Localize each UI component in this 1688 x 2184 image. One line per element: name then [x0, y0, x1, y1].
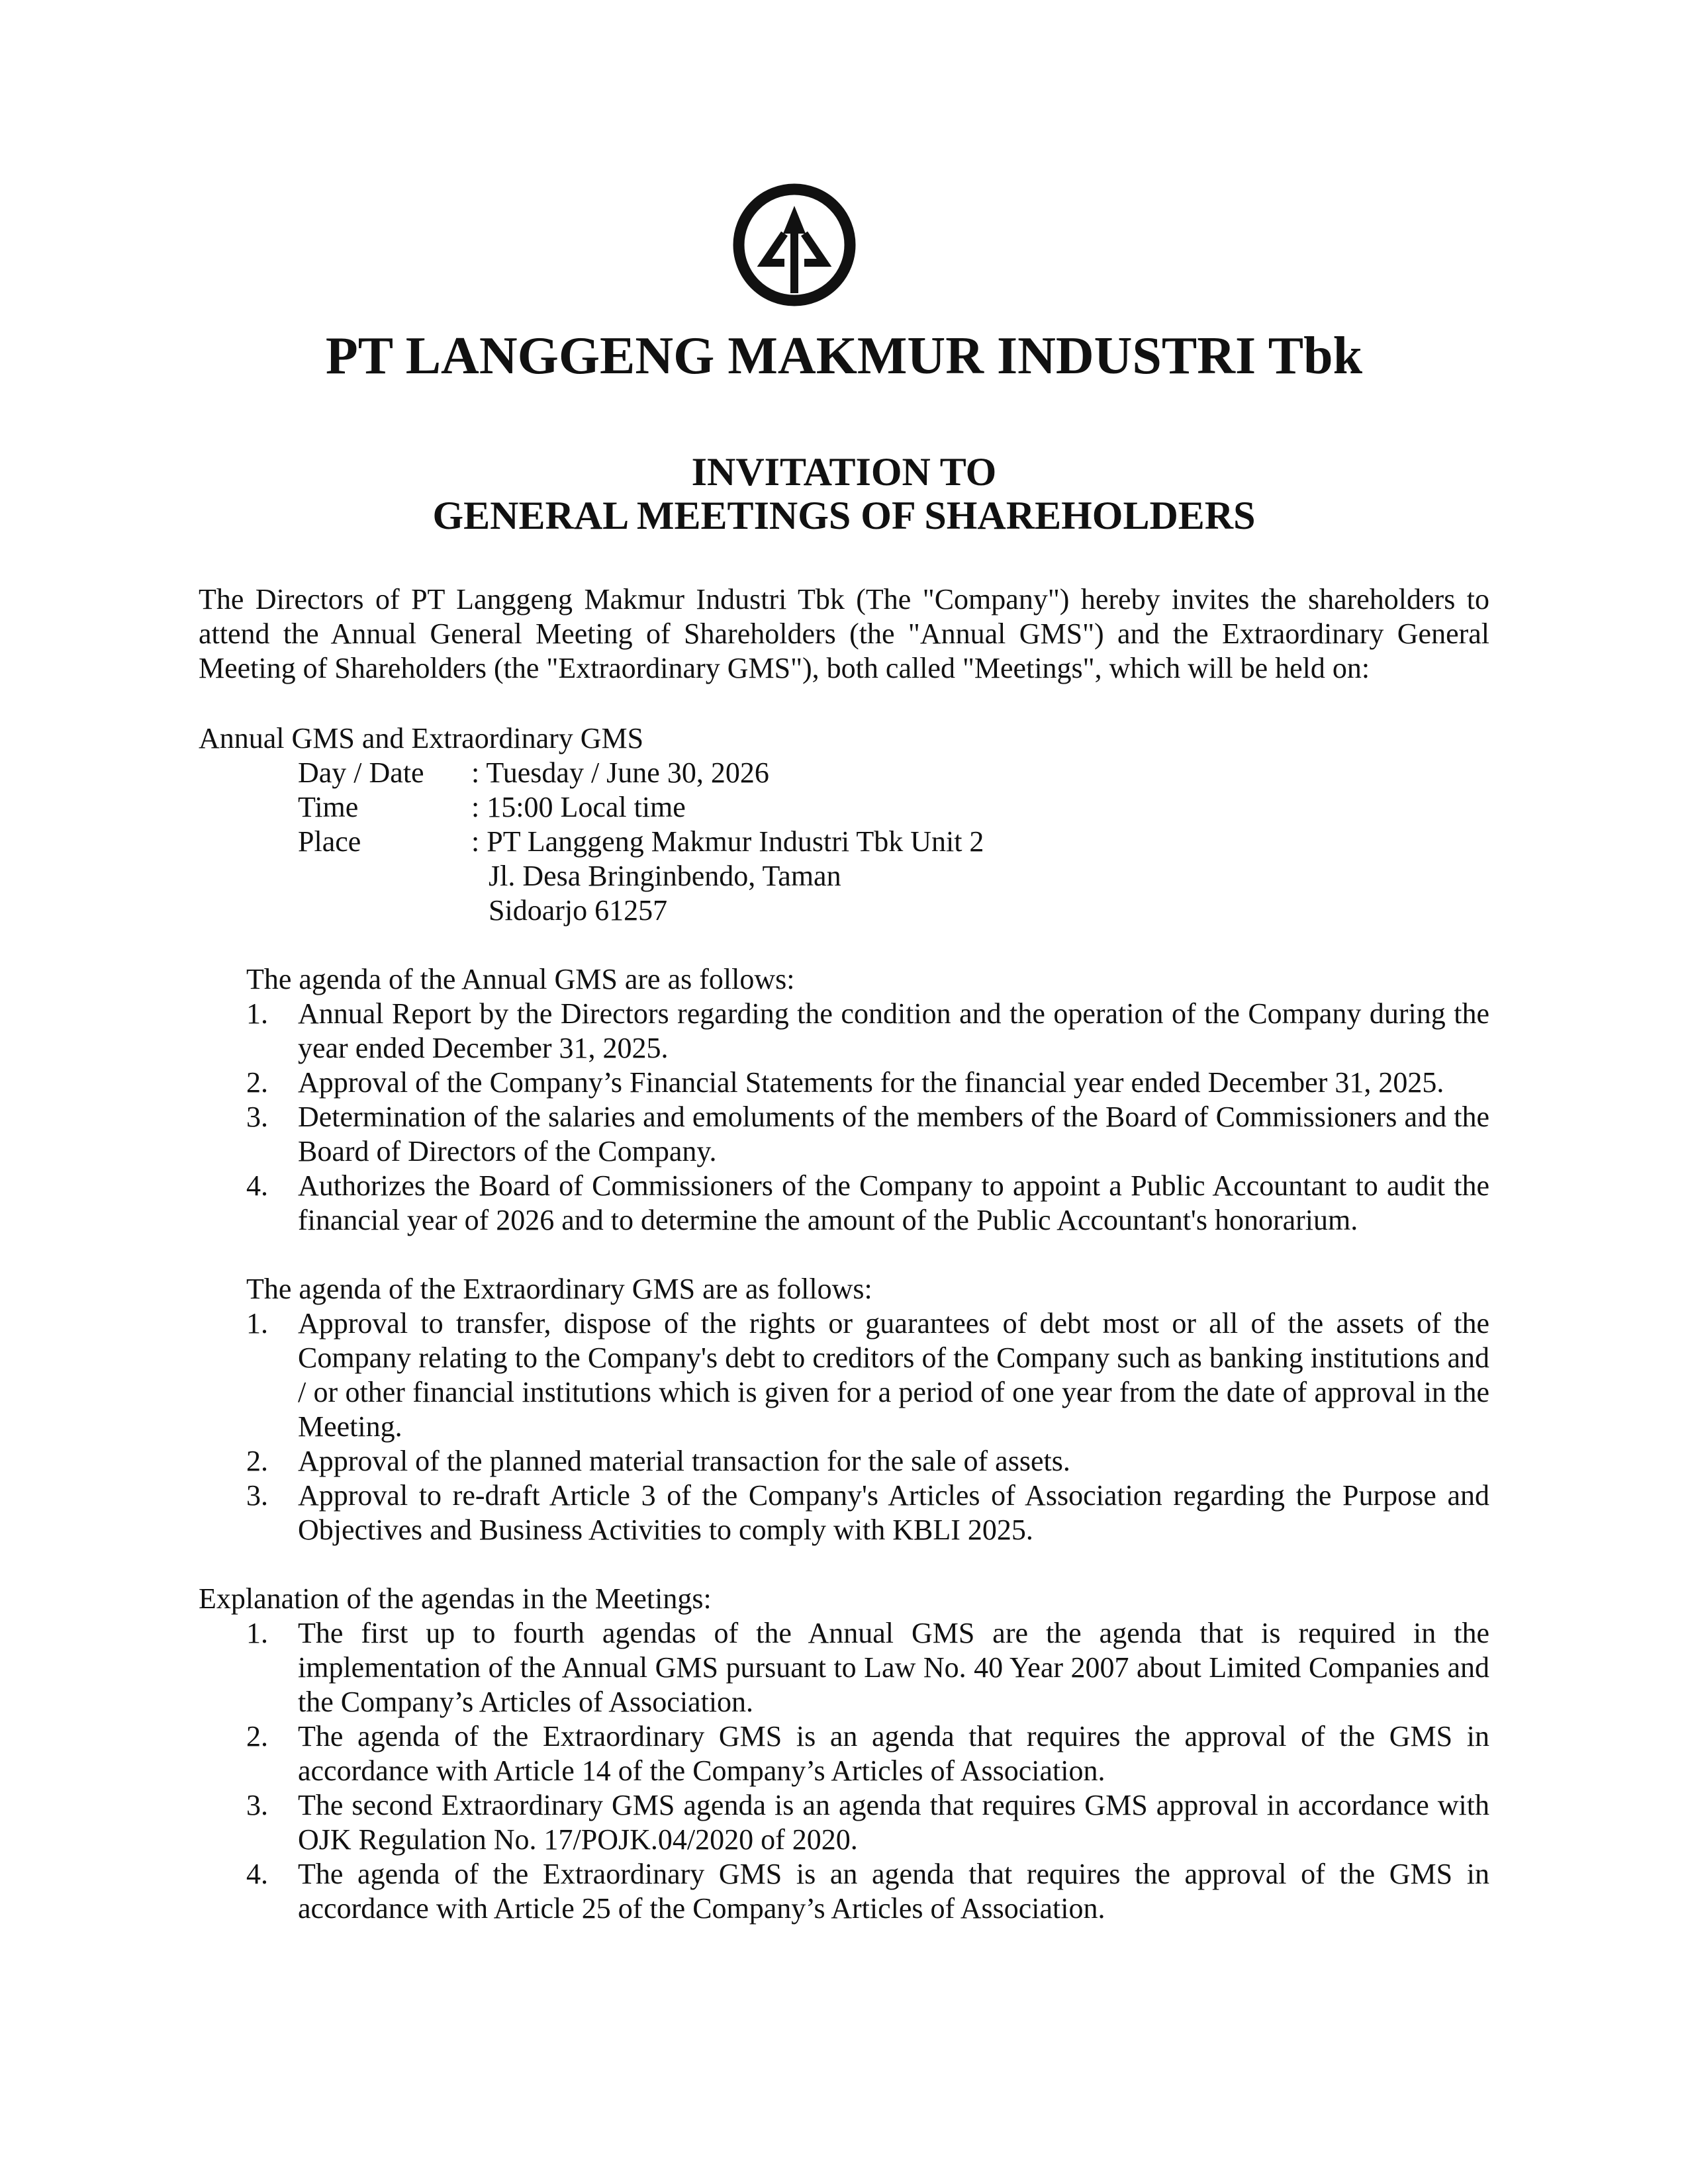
item-number: 3. — [246, 1101, 268, 1133]
intro-paragraph: The Directors of PT Langgeng Makmur Industri Tbk (The "Company") hereby invites the shareholders to attend the Annual General Meeting of Shareholders (the "Annual GMS") and the Extraordinary General Meeting of Shareholders (the "Extraordinary GMS"), both called "Meetings", which will be held on: — [199, 583, 1489, 684]
item-number: 2. — [246, 1445, 268, 1477]
annual-agenda-list — [246, 997, 1489, 1238]
list-item — [246, 1857, 1489, 1926]
item-number: 1. — [246, 1307, 268, 1340]
title-line-1: INVITATION TO — [691, 450, 997, 494]
item-text: Approval to transfer, dispose of the rights or guarantees of debt most or all of the assets of the Company relating to the Company's debt to creditors of the Company such as banking institutions and / or other financial institutions which is given for a period of one year from the date of approval in the Meeting. — [298, 1307, 1489, 1443]
item-text: Approval of the planned material transaction for the sale of assets. — [298, 1445, 1070, 1477]
list-item — [246, 997, 1489, 1066]
place-line-3: Sidoarjo 61257 — [489, 894, 668, 927]
annual-gms-agenda — [246, 962, 1489, 1238]
detail-row-time — [298, 790, 1489, 825]
item-number: 3. — [246, 1789, 268, 1821]
list-item — [246, 1306, 1489, 1444]
item-number: 1. — [246, 1617, 268, 1649]
item-text: The agenda of the Extraordinary GMS is an agenda that requires the approval of the GMS in accordance with Article 14 of the Company’s Articles of Association. — [298, 1720, 1489, 1787]
document-title — [0, 450, 1688, 537]
item-number: 4. — [246, 1858, 268, 1890]
extraordinary-agenda-heading: The agenda of the Extraordinary GMS are as follows: — [246, 1273, 872, 1305]
place-value — [471, 825, 1489, 928]
annual-agenda-heading: The agenda of the Annual GMS are as follows: — [246, 963, 795, 995]
meeting-detail-table — [298, 756, 1489, 928]
item-text: Annual Report by the Directors regarding the condition and the operation of the Company during the year ended December 31, 2025. — [298, 997, 1489, 1064]
item-text: Approval to re-draft Article 3 of the Company's Articles of Association regarding the Purpose and Objectives and Business Activities to comply with KBLI 2025. — [298, 1479, 1489, 1546]
item-number: 4. — [246, 1169, 268, 1202]
date-value: : Tuesday / June 30, 2026 — [471, 756, 769, 789]
list-item — [246, 1616, 1489, 1719]
document-body — [199, 582, 1489, 1926]
extraordinary-gms-agenda — [246, 1272, 1489, 1547]
item-text: Authorizes the Board of Commissioners of the Company to appoint a Public Accountant to audit the financial year of 2026 and to determine the amount of the Public Accountant's honorarium. — [298, 1169, 1489, 1236]
meeting-heading: Annual GMS and Extraordinary GMS — [199, 722, 644, 754]
explanation-heading: Explanation of the agendas in the Meetings: — [199, 1582, 712, 1615]
list-item — [246, 1444, 1489, 1479]
item-text: The first up to fourth agendas of the Annual GMS are the agenda that is required in the implementation of the Annual GMS pursuant to Law No. 40 Year 2007 about Limited Companies and the Company’s Articles of Association. — [298, 1617, 1489, 1718]
time-label: Time — [298, 791, 359, 823]
item-number: 2. — [246, 1066, 268, 1099]
time-value: : 15:00 Local time — [471, 791, 686, 823]
explanation-list — [246, 1616, 1489, 1926]
item-text: Determination of the salaries and emoluments of the members of the Board of Commissioners and the Board of Directors of the Company. — [298, 1101, 1489, 1167]
list-item — [246, 1169, 1489, 1238]
item-text: Approval of the Company’s Financial Statements for the financial year ended December 31, 2025. — [298, 1066, 1444, 1099]
item-number: 2. — [246, 1720, 268, 1752]
company-name: PT LANGGENG MAKMUR INDUSTRI Tbk — [325, 327, 1363, 385]
date-label: Day / Date — [298, 756, 424, 789]
title-line-2: GENERAL MEETINGS OF SHAREHOLDERS — [432, 494, 1256, 537]
list-item — [246, 1719, 1489, 1788]
meeting-details — [199, 721, 1489, 928]
place-label: Place — [298, 825, 361, 858]
place-line-1: : PT Langgeng Makmur Industri Tbk Unit 2 — [471, 825, 984, 858]
list-item — [246, 1100, 1489, 1169]
detail-row-place — [298, 825, 1489, 928]
detail-row-date — [298, 756, 1489, 790]
place-line-2: Jl. Desa Bringinbendo, Taman — [489, 860, 841, 892]
item-number: 1. — [246, 997, 268, 1030]
list-item — [246, 1788, 1489, 1857]
item-text: The agenda of the Extraordinary GMS is an agenda that requires the approval of the GMS in accordance with Article 25 of the Company’s Articles of Association. — [298, 1858, 1489, 1925]
list-item — [246, 1066, 1489, 1100]
item-text: The second Extraordinary GMS agenda is an agenda that requires GMS approval in accordance with OJK Regulation No. 17/POJK.04/2020 of 2020. — [298, 1789, 1489, 1856]
item-number: 3. — [246, 1479, 268, 1512]
extraordinary-agenda-list — [246, 1306, 1489, 1547]
agenda-explanation — [199, 1582, 1489, 1926]
list-item — [246, 1479, 1489, 1547]
company-logo-icon — [731, 182, 857, 308]
